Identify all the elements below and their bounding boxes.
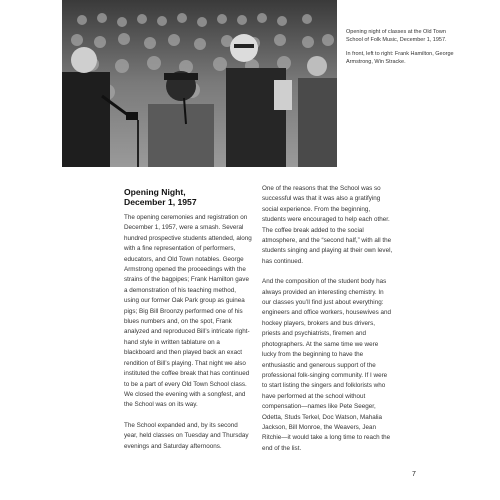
- article-column-right: [262, 184, 394, 464]
- article-title: [124, 187, 252, 207]
- page-number: 7: [412, 471, 416, 478]
- paragraph: And the composition of the student body has always provided an interesting chemistry. In our classes you’ll find just about everything: engineers and office workers, housewives and hockey players, brokers and bus drivers, priests and psychiatrists, firemen and photographers. At the same time we were lucky from the beginning to have the enthusiastic and generous support of the professional folk-singing community. If I were to start listing the singers and folklorists who have performed at the school without compensation—names like Pete Seeger, Odetta, Studs Terkel, Doc Watson, Mahalia Jackson, Bill Monroe, the Weavers, Jean Ritchie—it would take a long time to reach the end of the list.: [262, 278, 392, 452]
- paragraph: The opening ceremonies and registration on December 1, 1957, were a smash. Several hundred prospective students attended, along with a fine representation of performers, educators, and Old Town notables. George Armstrong opened the proceedings with the strains of the bagpipes; Frank Hamilton gave a demonstration of his teaching method, using our former Oak Park group as guinea pigs; Big Bill Broonzy performed one of his blues numbers and, on the spot, Frank analyzed and reproduced Bill’s intricate right-hand style in written tablature on a blackboard and then played back an exact rendition of Bill’s playing. That night we also instituted the coffee break that has continued to be a part of every Old Town School class. We closed the evening with a songfest, and the School was on its way.: [124, 214, 252, 409]
- caption-line-2: In front, left to right: Frank Hamilton, George Armstrong, Win Stracke.: [346, 51, 454, 65]
- article-title-line-2: December 1, 1957: [124, 197, 197, 207]
- paragraph: One of the reasons that the School was so successful was that it was also a gratifying social experience. From the beginning, students were encouraged to help each other. The coffee break added to the social atmosphere, and the “second half,” with all the students singing and playing at their own level, has continued.: [262, 185, 393, 265]
- photo-caption: [346, 28, 464, 72]
- article-column-left: [124, 187, 252, 462]
- archival-photo: [62, 0, 337, 167]
- article-title-line-1: Opening Night,: [124, 187, 186, 197]
- caption-line-1: Opening night of classes at the Old Town School of Folk Music, December 1, 1957.: [346, 29, 447, 43]
- archival-photo-icon: [62, 0, 337, 167]
- paragraph: The School expanded and, by its second year, held classes on Tuesday and Thursday evenings and Saturday afternoons.: [124, 421, 249, 450]
